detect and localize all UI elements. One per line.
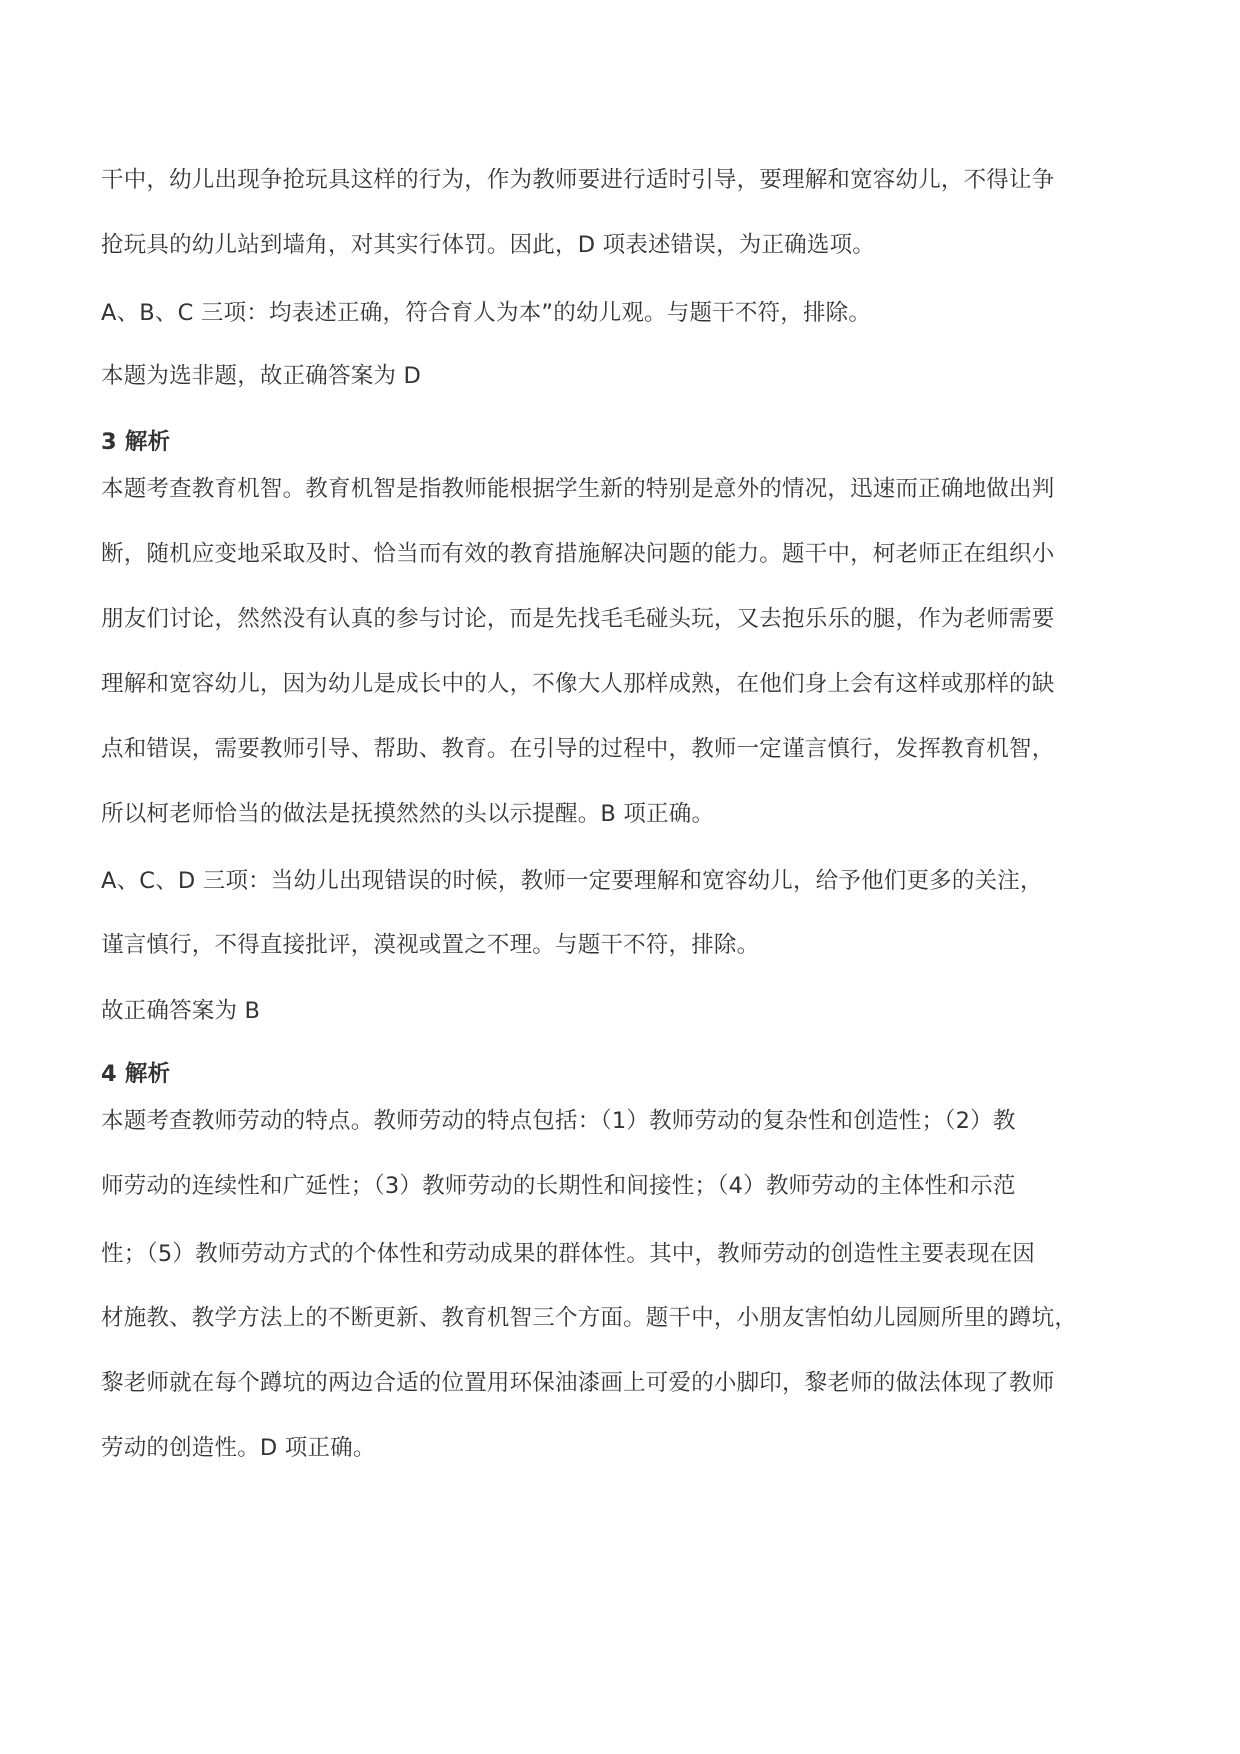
text-line: 本题考查教师劳动的特点。教师劳动的特点包括：（1）教师劳动的复杂性和创造性；（2）教 [101,1108,1016,1134]
section-heading: 4 解析 [101,1061,171,1087]
text-line: 理解和宽容幼儿，因为幼儿是成长中的人，不像大人那样成熟，在他们身上会有这样或那样的缺 [101,671,1055,697]
text-line: 干中，幼儿出现争抢玩具这样的行为，作为教师要进行适时引导，要理解和宽容幼儿，不得让争 [101,167,1055,193]
text-line: 谨言慎行，不得直接批评，漠视或置之不理。与题干不符，排除。 [101,932,760,958]
text-line: 朋友们讨论，然然没有认真的参与讨论，而是先找毛毛碰头玩，又去抱乐乐的腿，作为老师需要 [101,606,1055,632]
text-line: 故正确答案为 B [101,998,261,1024]
text-line: 断，随机应变地采取及时、恰当而有效的教育措施解决问题的能力。题干中，柯老师正在组织小 [101,541,1055,567]
text-line: A、C、D 三项：当幼儿出现错误的时候，教师一定要理解和宽容幼儿，给予他们更多的关注， [101,868,1043,894]
text-line: 黎老师就在每个蹲坑的两边合适的位置用环保油漆画上可爱的小脚印，黎老师的做法体现了教师 [101,1370,1055,1396]
text-line: 所以柯老师恰当的做法是抚摸然然的头以示提醒。B 项正确。 [101,801,715,827]
text-line: 劳动的创造性。D 项正确。 [101,1435,376,1461]
text-line: 点和错误，需要教师引导、帮助、教育。在引导的过程中，教师一定谨言慎行，发挥教育机智， [101,736,1055,762]
text-line: 师劳动的连续性和广延性；（3）教师劳动的长期性和间接性；（4）教师劳动的主体性和示范 [101,1173,1016,1199]
text-line: 性；（5）教师劳动方式的个体性和劳动成果的群体性。其中，教师劳动的创造性主要表现在因 [101,1241,1035,1267]
text-line: 本题为选非题，故正确答案为 D [101,363,421,389]
text-line: 材施教、教学方法上的不断更新、教育机智三个方面。题干中，小朋友害怕幼儿园厕所里的蹲坑， [101,1305,1078,1331]
text-line: 本题考查教育机智。教育机智是指教师能根据学生新的特别是意外的情况，迅速而正确地做出判 [101,476,1055,502]
text-line: 抢玩具的幼儿站到墙角，对其实行体罚。因此，D 项表述错误，为正确选项。 [101,232,875,258]
section-heading: 3 解析 [101,429,171,455]
text-line: A、B、C 三项：均表述正确，符合育人为本”的幼儿观。与题干不符，排除。 [101,300,872,326]
